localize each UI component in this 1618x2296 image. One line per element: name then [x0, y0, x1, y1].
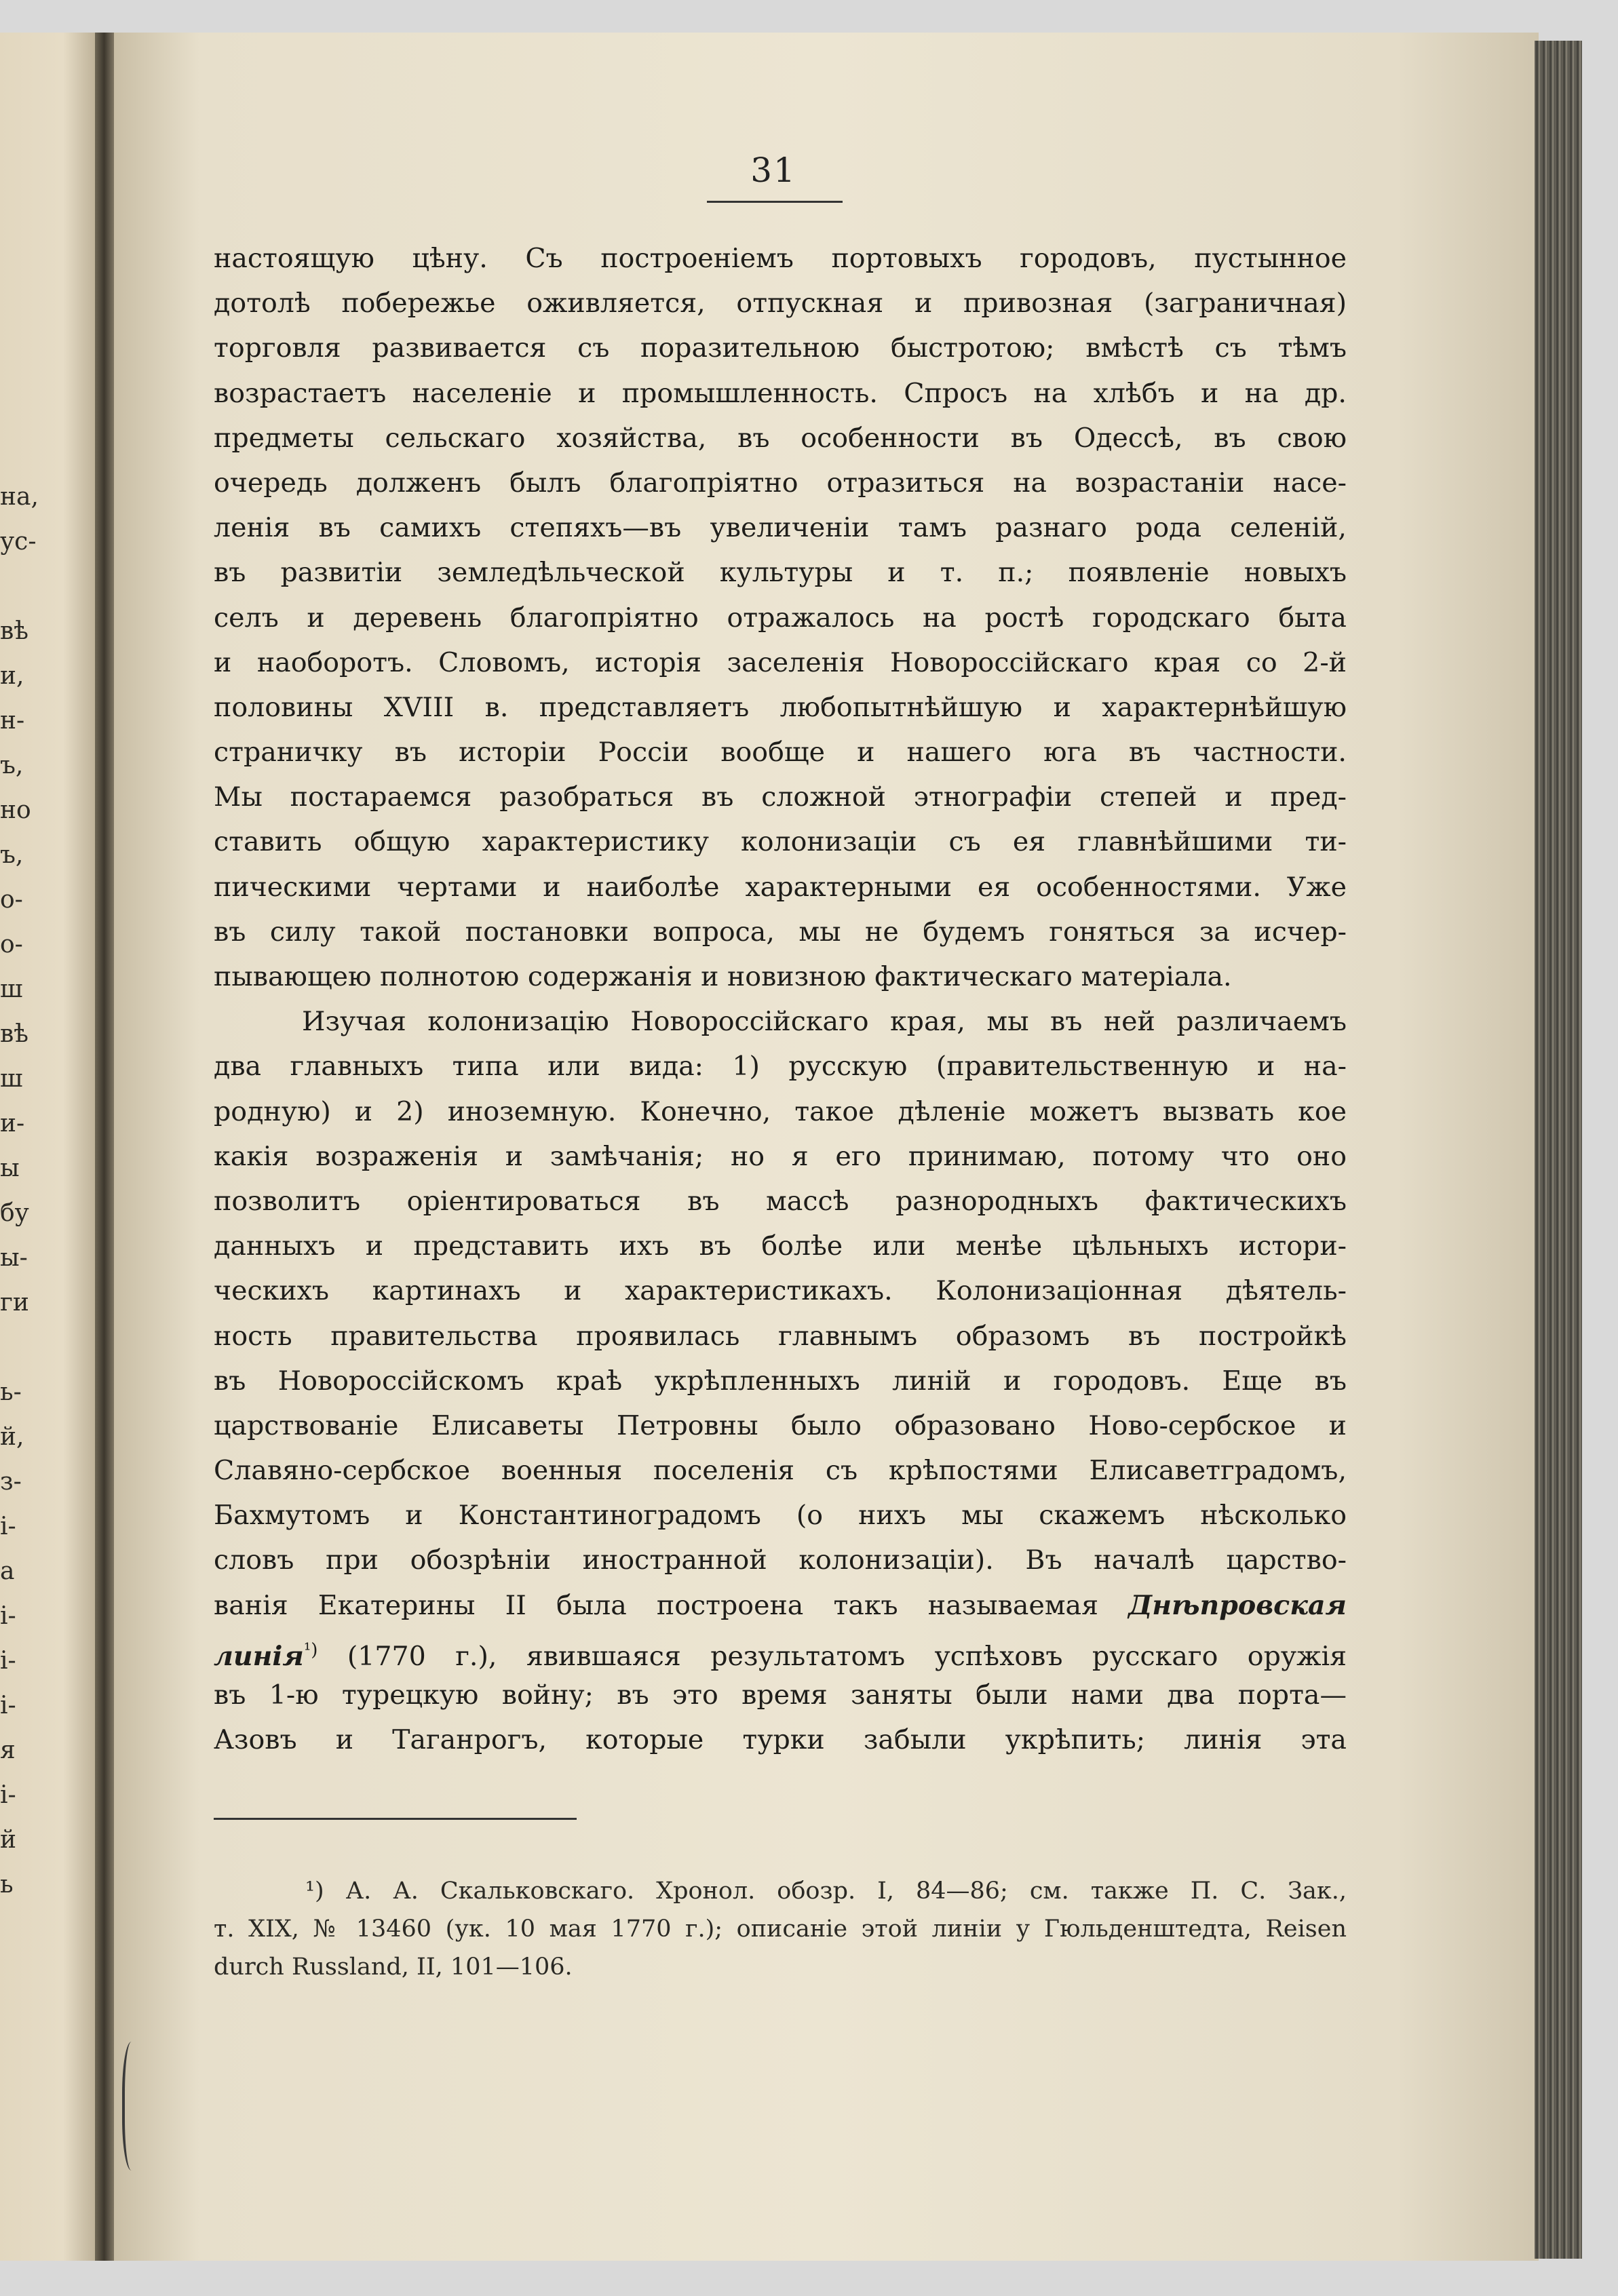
text-line: въ 1-ю турецкую войну; въ это время заняты были нами два порта—	[214, 1679, 1347, 1711]
text-segment: ванія Екатерины II была построена такъ называемая	[214, 1589, 1099, 1621]
left-fragment: а	[0, 1557, 15, 1585]
left-fragment: но	[0, 796, 31, 824]
text-line: Славяно-сербское военныя поселенія съ крѣпостями Елисаветградомъ,	[214, 1455, 1347, 1487]
text-line	[214, 1583, 1347, 1628]
text-line: торговля развивается съ поразительною быстротою; вмѣстѣ съ тѣмъ	[214, 332, 1347, 364]
left-fragment: і-	[0, 1647, 16, 1675]
text-line: Азовъ и Таганрогъ, которые турки забыли укрѣпить; линія эта	[214, 1724, 1347, 1756]
left-fragment: з-	[0, 1468, 22, 1496]
left-fragment: на,	[0, 483, 39, 511]
book-spine	[95, 33, 115, 2261]
text-line: дотолѣ побережье оживляется, отпускная и привозная (заграничная)	[214, 288, 1347, 319]
left-fragment: й,	[0, 1423, 24, 1451]
left-fragment: ги	[0, 1289, 29, 1317]
left-fragment: й	[0, 1826, 16, 1854]
text-line: два главныхъ типа или вида: 1) русскую (правительственную и на-	[214, 1051, 1347, 1083]
italic-term: Днѣпровская	[1128, 1589, 1347, 1621]
left-fragment: ш	[0, 975, 23, 1003]
left-fragment: ь	[0, 1871, 14, 1899]
text-line: какія возраженія и замѣчанія; но я его принимаю, потому что оно	[214, 1140, 1347, 1172]
text-line: и наоборотъ. Словомъ, исторія заселенія Новороссійскаго края со 2-й	[214, 646, 1347, 678]
text-line: ставить общую характеристику колонизаціи съ ея главнѣйшими ти-	[214, 826, 1347, 858]
text-line: Изучая колонизацію Новороссійскаго края, мы въ ней различаемъ	[302, 1006, 1347, 1038]
text-line: въ силу такой постановки вопроса, мы не будемъ гоняться за исчер-	[214, 916, 1347, 948]
left-page-fragments	[0, 475, 64, 1907]
text-line: родную) и 2) иноземную. Конечно, такое дѣленіе можетъ вызвать кое	[214, 1095, 1347, 1127]
text-line: царствованіе Елисаветы Петровны было образовано Ново-сербское и	[214, 1409, 1347, 1441]
left-fragment: і-	[0, 1781, 16, 1809]
text-line: ность правительства проявилась главнымъ образомъ въ постройкѣ	[214, 1320, 1347, 1352]
italic-term: линія	[214, 1640, 304, 1672]
left-fragment: і-	[0, 1692, 16, 1719]
left-fragment: и-	[0, 1110, 25, 1137]
text-line: предметы сельскаго хозяйства, въ особенности въ Одессѣ, въ свою	[214, 422, 1347, 454]
left-fragment: о-	[0, 886, 23, 914]
left-fragment	[0, 1325, 64, 1370]
text-line: пическими чертами и наиболѣе характерными ея особенностями. Уже	[214, 871, 1347, 903]
text-line: въ Новороссійскомъ краѣ укрѣпленныхъ линій и городовъ. Еще въ	[214, 1365, 1347, 1397]
left-fragment: ш	[0, 1065, 23, 1093]
left-fragment: і-	[0, 1602, 16, 1630]
text-line: позволитъ оріентироваться въ массѣ разнородныхъ фактическихъ	[214, 1185, 1347, 1217]
text-line: селъ и деревень благопріятно отражалось на ростѣ городскаго быта	[214, 602, 1347, 634]
footnote-line: durch Russland, II, 101—106.	[214, 1953, 573, 1981]
footnote-rule	[214, 1818, 577, 1820]
text-line: данныхъ и представить ихъ въ болѣе или менѣе цѣльныхъ истори-	[214, 1230, 1347, 1262]
left-fragment: ъ,	[0, 752, 24, 779]
left-fragment: о-	[0, 931, 23, 958]
page-number-rule	[707, 201, 843, 203]
footnote-marker: ¹)	[303, 1639, 318, 1660]
text-line: Бахмутомъ и Константиноградомъ (о нихъ мы скажемъ нѣсколько	[214, 1500, 1347, 1532]
text-line: половины XVIII в. представляетъ любопытнѣйшую и характернѣйшую	[214, 691, 1347, 723]
left-fragment: вѣ	[0, 617, 28, 645]
left-fragment: ь-	[0, 1378, 22, 1406]
left-fragment: н-	[0, 707, 25, 735]
left-fragment: ы-	[0, 1244, 28, 1272]
left-fragment	[0, 564, 64, 609]
text-line: въ развитіи земледѣльческой культуры и т. п.; появленіе новыхъ	[214, 557, 1347, 589]
margin-pencil-mark	[122, 2042, 145, 2171]
text-line: Мы постараемся разобраться въ сложной этнографіи степей и пред-	[214, 781, 1347, 813]
left-fragment: вѣ	[0, 1020, 28, 1048]
text-line: очередь долженъ былъ благопріятно отразиться на возрастаніи насе-	[214, 467, 1347, 499]
text-line: настоящую цѣну. Съ построеніемъ портовыхъ городовъ, пустынное	[214, 243, 1347, 274]
text-line	[214, 1628, 1347, 1673]
text-line: ческихъ картинахъ и характеристикахъ. Колонизаціонная дѣятель-	[214, 1275, 1347, 1307]
left-fragment: я	[0, 1736, 16, 1764]
text-line: ленія въ самихъ степяхъ—въ увеличеніи тамъ разнаго рода селеній,	[214, 512, 1347, 544]
page-edges	[1535, 41, 1582, 2259]
left-fragment: і-	[0, 1513, 16, 1540]
left-fragment: бу	[0, 1199, 29, 1227]
footnotes	[214, 1872, 1347, 1986]
footnote-line: т. XIX, № 13460 (ук. 10 мая 1770 г.); описаніе этой линіи у Гюльденштедта, Reisen	[214, 1915, 1347, 1943]
left-fragment: ус-	[0, 528, 37, 556]
footnote-line: ¹) А. А. Скальковскаго. Хронол. обозр. I, 84—86; см. также П. С. Зак.,	[305, 1877, 1347, 1905]
left-fragment: и,	[0, 662, 24, 690]
text-line: пывающею полнотою содержанія и новизною фактическаго матеріала.	[214, 961, 1232, 992]
text-segment: (1770 г.), явившаяся результатомъ успѣховъ русскаго оружія	[347, 1640, 1347, 1672]
left-fragment: ъ,	[0, 841, 24, 869]
page-number: 31	[750, 151, 796, 190]
body-text	[214, 236, 1347, 1762]
text-line: словъ при обозрѣніи иностранной колонизаціи). Въ началѣ царство-	[214, 1544, 1347, 1576]
text-line: возрастаетъ населеніе и промышленность. Спросъ на хлѣбъ и на др.	[214, 377, 1347, 409]
left-fragment: ы	[0, 1154, 20, 1182]
text-line: страничку въ исторіи Россіи вообще и нашего юга въ частности.	[214, 737, 1347, 768]
